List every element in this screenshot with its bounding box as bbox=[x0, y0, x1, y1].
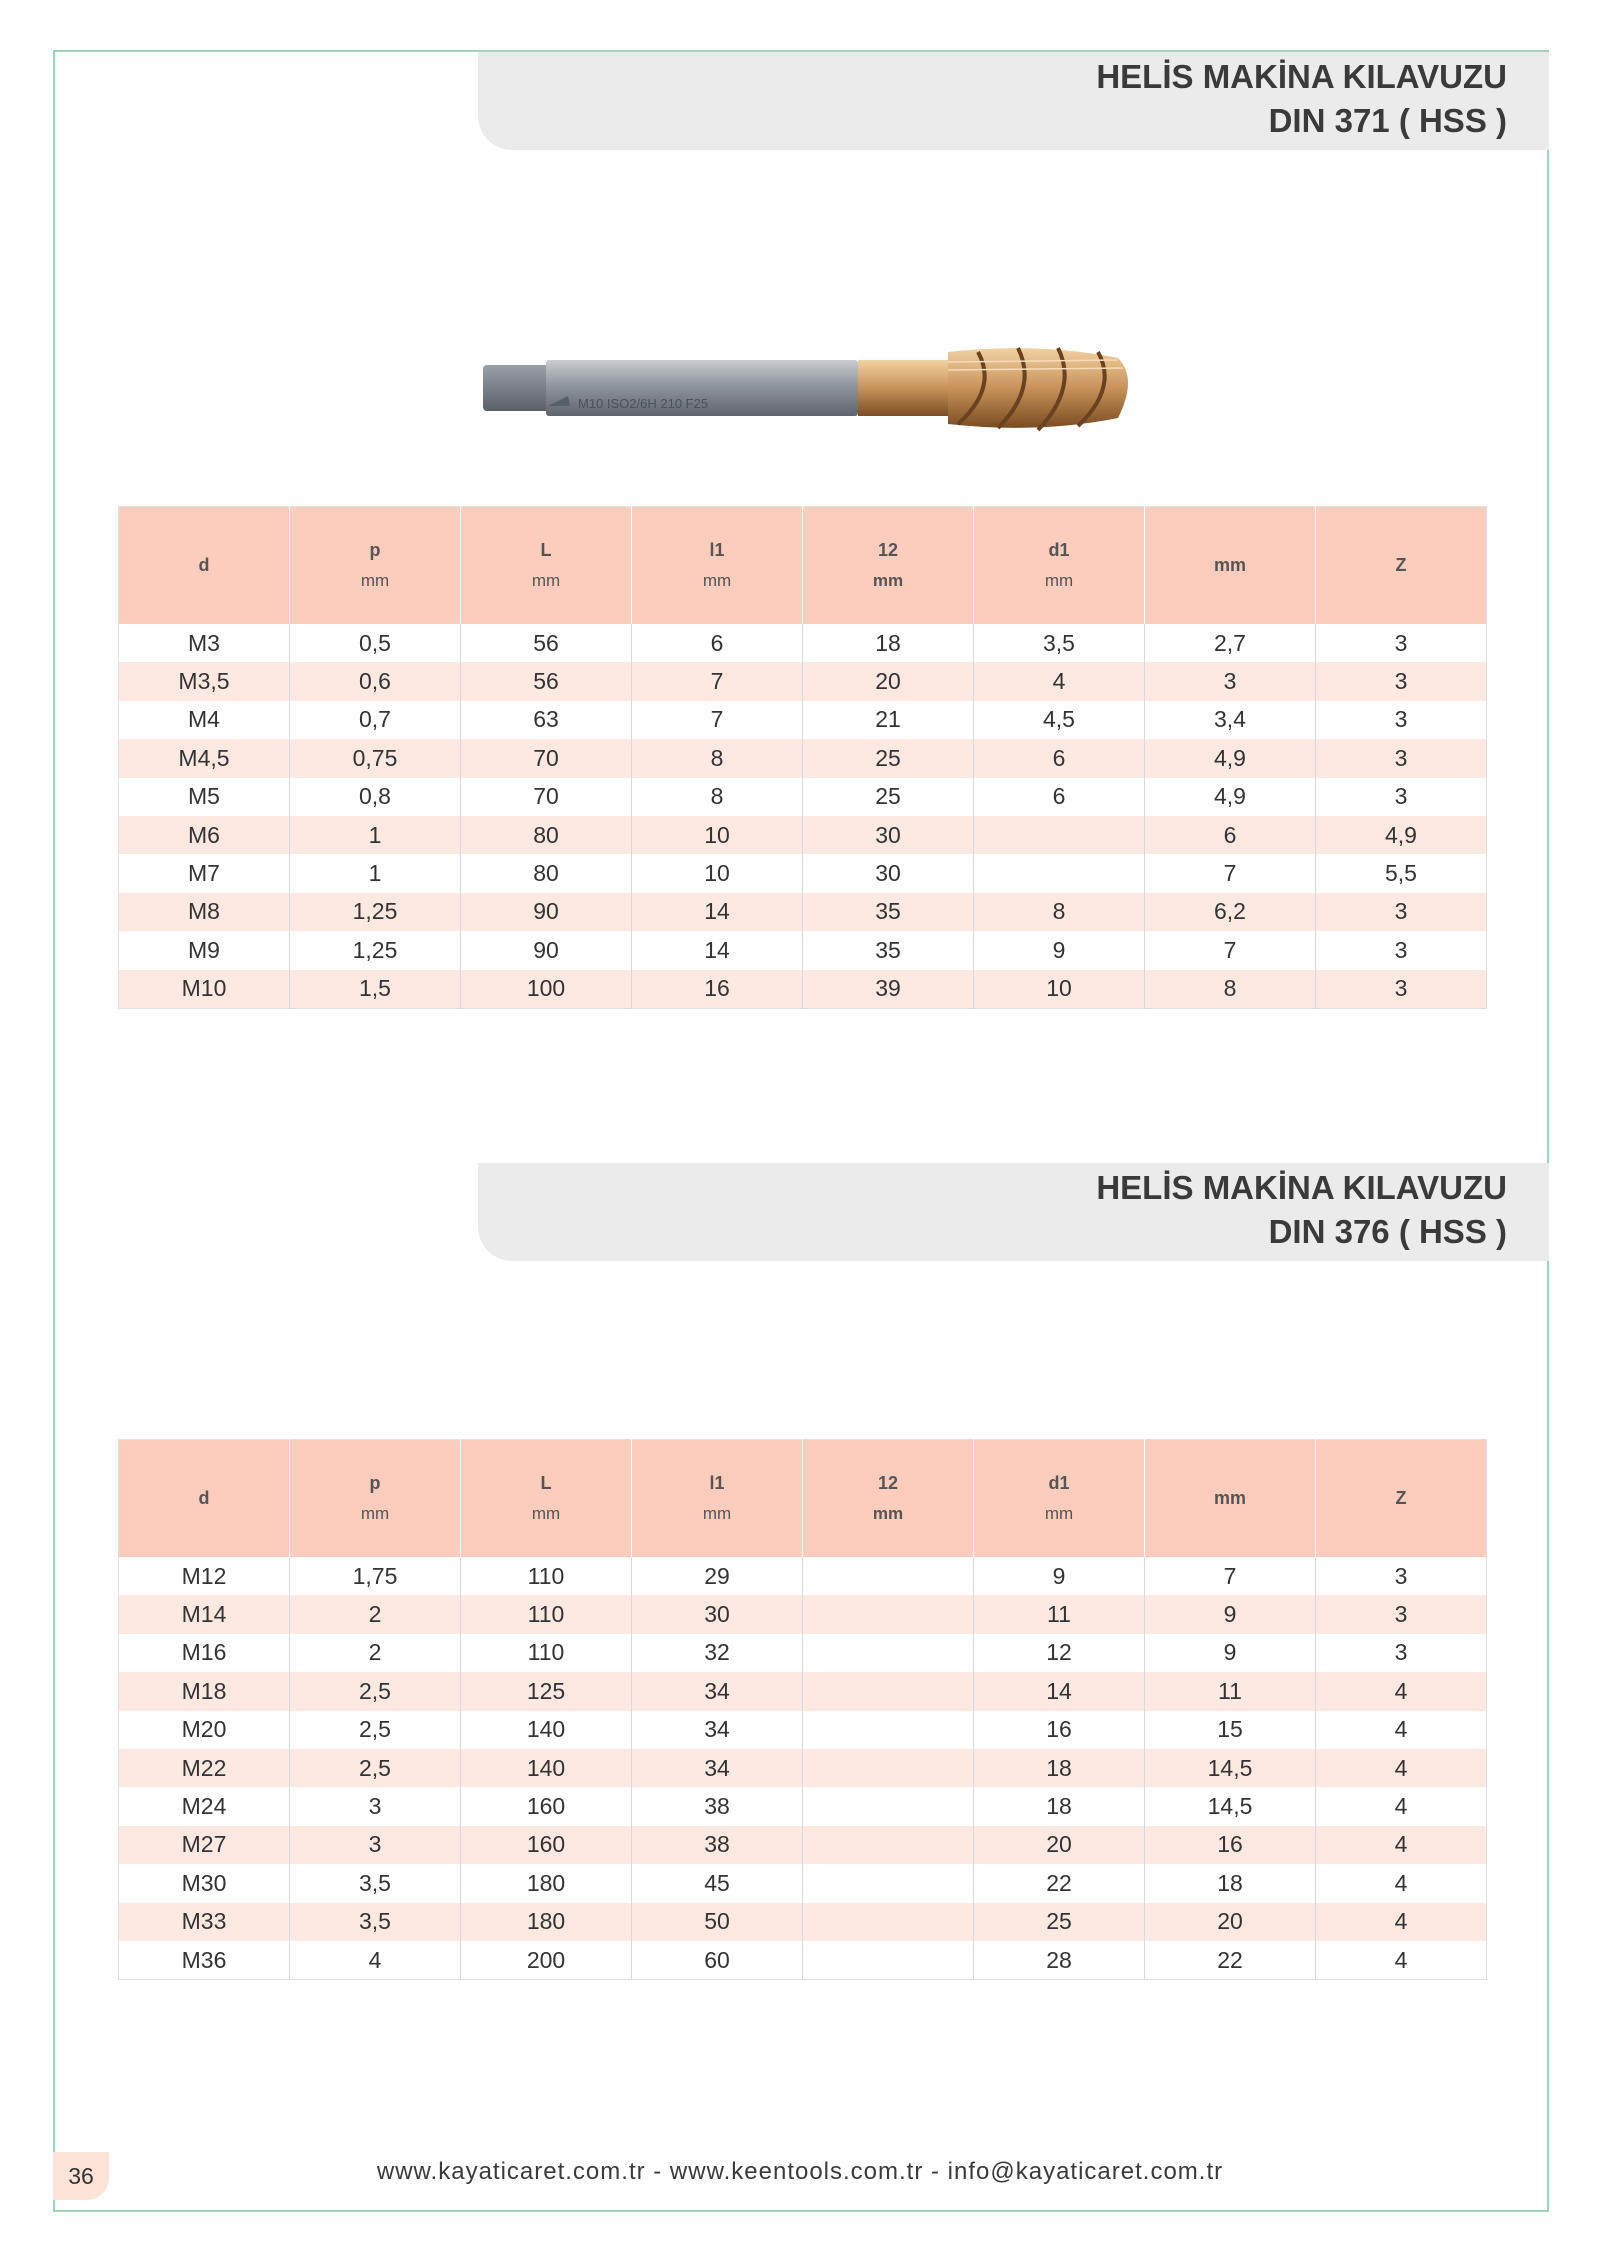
table-cell: 25 bbox=[974, 1903, 1145, 1941]
table-cell: 180 bbox=[461, 1864, 632, 1902]
table-cell: 2 bbox=[290, 1595, 461, 1633]
table-cell: 35 bbox=[803, 893, 974, 931]
table-cell: 34 bbox=[632, 1749, 803, 1787]
table-cell: 6,2 bbox=[1145, 893, 1316, 931]
table-cell: 7 bbox=[1145, 1557, 1316, 1595]
table-cell: 22 bbox=[974, 1864, 1145, 1902]
table-cell: 2,5 bbox=[290, 1711, 461, 1749]
table-row bbox=[119, 1634, 1487, 1672]
col-header-L: L mm bbox=[461, 507, 632, 625]
table-cell: 7 bbox=[632, 701, 803, 739]
table-cell: 39 bbox=[803, 970, 974, 1009]
table-cell: 3 bbox=[1316, 1595, 1487, 1633]
table-cell: 14 bbox=[974, 1672, 1145, 1710]
table-cell bbox=[803, 1711, 974, 1749]
table-cell: M14 bbox=[119, 1595, 290, 1633]
helical-tap-image bbox=[478, 338, 1128, 438]
table-row bbox=[119, 778, 1487, 816]
table-cell: M8 bbox=[119, 893, 290, 931]
table-cell: 10 bbox=[632, 816, 803, 854]
col-header-12: 12 mm bbox=[803, 1440, 974, 1558]
table-cell: 3 bbox=[290, 1826, 461, 1864]
table-cell: 32 bbox=[632, 1634, 803, 1672]
table-cell: M3,5 bbox=[119, 662, 290, 700]
table-cell: 2,5 bbox=[290, 1749, 461, 1787]
table-cell: 16 bbox=[632, 970, 803, 1009]
table-cell: 30 bbox=[803, 816, 974, 854]
table-row bbox=[119, 1595, 1487, 1633]
table-row bbox=[119, 1941, 1487, 1980]
table-cell: 1,25 bbox=[290, 931, 461, 969]
col-header-l1: l1 mm bbox=[632, 1440, 803, 1558]
table-cell: 25 bbox=[803, 778, 974, 816]
table-cell: 22 bbox=[1145, 1941, 1316, 1980]
table-cell: M5 bbox=[119, 778, 290, 816]
table-cell: 3 bbox=[1316, 662, 1487, 700]
table-cell: M3 bbox=[119, 624, 290, 662]
table-row bbox=[119, 1787, 1487, 1825]
table-row bbox=[119, 970, 1487, 1009]
table-cell: 63 bbox=[461, 701, 632, 739]
table-cell: M6 bbox=[119, 816, 290, 854]
table-cell: M20 bbox=[119, 1711, 290, 1749]
table-cell bbox=[803, 1864, 974, 1902]
table-cell: 60 bbox=[632, 1941, 803, 1980]
table-cell: 18 bbox=[974, 1749, 1145, 1787]
table-cell bbox=[803, 1595, 974, 1633]
table-cell: 18 bbox=[974, 1787, 1145, 1825]
table-cell: 110 bbox=[461, 1595, 632, 1633]
section-title: HELİS MAKİNA KILAVUZU bbox=[1096, 1169, 1507, 1206]
section-title: HELİS MAKİNA KILAVUZU bbox=[1096, 58, 1507, 95]
table-cell: 10 bbox=[632, 854, 803, 892]
table-cell: 70 bbox=[461, 778, 632, 816]
table-cell: 3 bbox=[1316, 624, 1487, 662]
col-header-p: p mm bbox=[290, 1440, 461, 1558]
table-cell: 3 bbox=[1316, 970, 1487, 1009]
col-header-z: Z bbox=[1316, 1440, 1487, 1558]
table-cell: 8 bbox=[974, 893, 1145, 931]
table-cell: 8 bbox=[632, 778, 803, 816]
section-subtitle: DIN 376 ( HSS ) bbox=[1268, 1213, 1507, 1250]
table-cell: 4 bbox=[1316, 1711, 1487, 1749]
table-cell: 6 bbox=[974, 739, 1145, 777]
table-cell: 140 bbox=[461, 1711, 632, 1749]
col-header-mm: mm bbox=[1145, 1440, 1316, 1558]
table-cell: 110 bbox=[461, 1557, 632, 1595]
table-cell: M27 bbox=[119, 1826, 290, 1864]
table-cell: 56 bbox=[461, 624, 632, 662]
table-cell: 1,25 bbox=[290, 893, 461, 931]
table-cell: M4,5 bbox=[119, 739, 290, 777]
table-cell: 4 bbox=[290, 1941, 461, 1980]
table-cell: 2,7 bbox=[1145, 624, 1316, 662]
table-cell: 1,5 bbox=[290, 970, 461, 1009]
table-cell: M24 bbox=[119, 1787, 290, 1825]
table-cell: 0,6 bbox=[290, 662, 461, 700]
table-header-row bbox=[119, 507, 1487, 625]
table-cell: M30 bbox=[119, 1864, 290, 1902]
table-cell: 30 bbox=[632, 1595, 803, 1633]
table-cell: 140 bbox=[461, 1749, 632, 1787]
table-cell: 110 bbox=[461, 1634, 632, 1672]
section-banner-din371 bbox=[478, 52, 1549, 150]
table-cell: 4 bbox=[1316, 1903, 1487, 1941]
table-cell: 3,5 bbox=[290, 1864, 461, 1902]
table-cell: 3 bbox=[1316, 893, 1487, 931]
table-cell: 70 bbox=[461, 739, 632, 777]
table-cell: 8 bbox=[1145, 970, 1316, 1009]
table-cell: 6 bbox=[1145, 816, 1316, 854]
table-cell: 25 bbox=[803, 739, 974, 777]
table-cell: 100 bbox=[461, 970, 632, 1009]
section-subtitle: DIN 371 ( HSS ) bbox=[1268, 102, 1507, 139]
table-cell: 3 bbox=[1316, 1634, 1487, 1672]
col-header-d1: d1 mm bbox=[974, 1440, 1145, 1558]
table-cell: 4 bbox=[1316, 1941, 1487, 1980]
table-cell: 180 bbox=[461, 1903, 632, 1941]
section-banner-din376 bbox=[478, 1163, 1549, 1261]
table-cell: 9 bbox=[1145, 1634, 1316, 1672]
table-cell: M10 bbox=[119, 970, 290, 1009]
col-header-12: 12 mm bbox=[803, 507, 974, 625]
table-body bbox=[119, 624, 1487, 1008]
table-cell: 3 bbox=[1316, 701, 1487, 739]
table-cell: 18 bbox=[1145, 1864, 1316, 1902]
table-cell: 3 bbox=[1316, 739, 1487, 777]
table-cell: 3 bbox=[290, 1787, 461, 1825]
table-cell: M36 bbox=[119, 1941, 290, 1980]
col-header-l1: l1 mm bbox=[632, 507, 803, 625]
table-cell: 0,7 bbox=[290, 701, 461, 739]
table-row bbox=[119, 1711, 1487, 1749]
table-cell bbox=[974, 854, 1145, 892]
table-row bbox=[119, 893, 1487, 931]
table-cell: 2,5 bbox=[290, 1672, 461, 1710]
table-cell: 8 bbox=[632, 739, 803, 777]
table-cell: 11 bbox=[1145, 1672, 1316, 1710]
table-cell: 3 bbox=[1145, 662, 1316, 700]
table-cell: 90 bbox=[461, 893, 632, 931]
col-header-L: L mm bbox=[461, 1440, 632, 1558]
table-cell: 34 bbox=[632, 1711, 803, 1749]
table-cell: 16 bbox=[1145, 1826, 1316, 1864]
table-cell: 80 bbox=[461, 816, 632, 854]
table-row bbox=[119, 854, 1487, 892]
table-cell bbox=[803, 1941, 974, 1980]
table-cell: 0,5 bbox=[290, 624, 461, 662]
table-cell bbox=[803, 1749, 974, 1787]
table-cell: 12 bbox=[974, 1634, 1145, 1672]
table-cell: 0,8 bbox=[290, 778, 461, 816]
table-cell: 4,9 bbox=[1145, 739, 1316, 777]
table-cell bbox=[803, 1826, 974, 1864]
table-cell: 4,9 bbox=[1316, 816, 1487, 854]
table-header-row bbox=[119, 1440, 1487, 1558]
col-header-mm: mm bbox=[1145, 507, 1316, 625]
table-body bbox=[119, 1557, 1487, 1980]
table-cell: 9 bbox=[974, 1557, 1145, 1595]
table-cell: 4 bbox=[1316, 1672, 1487, 1710]
table-cell bbox=[974, 816, 1145, 854]
page-number: 36 bbox=[53, 2152, 109, 2200]
table-cell: 14,5 bbox=[1145, 1787, 1316, 1825]
table-cell: 4 bbox=[974, 662, 1145, 700]
din376-spec-table bbox=[118, 1439, 1487, 1980]
table-cell: 7 bbox=[632, 662, 803, 700]
table-cell: 4 bbox=[1316, 1787, 1487, 1825]
table-cell: 2 bbox=[290, 1634, 461, 1672]
table-cell bbox=[803, 1634, 974, 1672]
table-cell: 80 bbox=[461, 854, 632, 892]
table-cell: M18 bbox=[119, 1672, 290, 1710]
table-cell: 6 bbox=[632, 624, 803, 662]
table-cell: 90 bbox=[461, 931, 632, 969]
table-cell: 160 bbox=[461, 1826, 632, 1864]
table-cell: M12 bbox=[119, 1557, 290, 1595]
table-cell: 3 bbox=[1316, 1557, 1487, 1595]
table-cell: 7 bbox=[1145, 854, 1316, 892]
table-row bbox=[119, 1557, 1487, 1595]
table-cell: M33 bbox=[119, 1903, 290, 1941]
table-cell: 50 bbox=[632, 1903, 803, 1941]
table-cell: 29 bbox=[632, 1557, 803, 1595]
table-cell: 18 bbox=[803, 624, 974, 662]
table-cell: 3,4 bbox=[1145, 701, 1316, 739]
table-cell: 21 bbox=[803, 701, 974, 739]
table-cell: 38 bbox=[632, 1787, 803, 1825]
table-cell: 3,5 bbox=[290, 1903, 461, 1941]
table-cell: M7 bbox=[119, 854, 290, 892]
table-cell bbox=[803, 1672, 974, 1710]
table-cell bbox=[803, 1903, 974, 1941]
table-row bbox=[119, 931, 1487, 969]
table-cell: 5,5 bbox=[1316, 854, 1487, 892]
table-cell: 1 bbox=[290, 854, 461, 892]
table-cell: 3,5 bbox=[974, 624, 1145, 662]
table-cell: M16 bbox=[119, 1634, 290, 1672]
col-header-d1: d1 mm bbox=[974, 507, 1145, 625]
table-cell: 200 bbox=[461, 1941, 632, 1980]
table-cell: 20 bbox=[974, 1826, 1145, 1864]
table-row bbox=[119, 1903, 1487, 1941]
table-cell: 125 bbox=[461, 1672, 632, 1710]
table-cell: 1 bbox=[290, 816, 461, 854]
table-row bbox=[119, 662, 1487, 700]
table-cell: 4 bbox=[1316, 1749, 1487, 1787]
table-cell: 4 bbox=[1316, 1826, 1487, 1864]
table-cell: 16 bbox=[974, 1711, 1145, 1749]
table-row bbox=[119, 1826, 1487, 1864]
table-row bbox=[119, 624, 1487, 662]
coated-neck bbox=[858, 360, 948, 416]
table-cell: M22 bbox=[119, 1749, 290, 1787]
table-cell: 56 bbox=[461, 662, 632, 700]
table-row bbox=[119, 816, 1487, 854]
table-cell: 14,5 bbox=[1145, 1749, 1316, 1787]
table-cell: 6 bbox=[974, 778, 1145, 816]
table-cell: 45 bbox=[632, 1864, 803, 1902]
table-row bbox=[119, 701, 1487, 739]
table-cell: 15 bbox=[1145, 1711, 1316, 1749]
din371-spec-table bbox=[118, 506, 1487, 1009]
table-cell: 4,9 bbox=[1145, 778, 1316, 816]
table-cell: 7 bbox=[1145, 931, 1316, 969]
table-cell: 9 bbox=[1145, 1595, 1316, 1633]
table-cell: 3 bbox=[1316, 931, 1487, 969]
engraving-text: M10 ISO2/6H 210 F25 bbox=[578, 396, 709, 411]
table-cell: 10 bbox=[974, 970, 1145, 1009]
col-header-d: d bbox=[119, 1440, 290, 1558]
col-header-d: d bbox=[119, 507, 290, 625]
table-row bbox=[119, 1749, 1487, 1787]
table-cell: 14 bbox=[632, 893, 803, 931]
table-cell: 35 bbox=[803, 931, 974, 969]
table-cell: 0,75 bbox=[290, 739, 461, 777]
table-cell: M4 bbox=[119, 701, 290, 739]
col-header-p: p mm bbox=[290, 507, 461, 625]
table-row bbox=[119, 1672, 1487, 1710]
table-cell: 30 bbox=[803, 854, 974, 892]
table-cell: 9 bbox=[974, 931, 1145, 969]
table-cell: 1,75 bbox=[290, 1557, 461, 1595]
table-cell: 34 bbox=[632, 1672, 803, 1710]
table-cell: 14 bbox=[632, 931, 803, 969]
table-row bbox=[119, 739, 1487, 777]
table-cell: 3 bbox=[1316, 778, 1487, 816]
table-cell: 160 bbox=[461, 1787, 632, 1825]
table-cell: 4 bbox=[1316, 1864, 1487, 1902]
table-cell: 38 bbox=[632, 1826, 803, 1864]
table-row bbox=[119, 1864, 1487, 1902]
col-header-z: Z bbox=[1316, 507, 1487, 625]
table-cell: 20 bbox=[1145, 1903, 1316, 1941]
table-cell: 20 bbox=[803, 662, 974, 700]
table-cell: 11 bbox=[974, 1595, 1145, 1633]
table-cell bbox=[803, 1557, 974, 1595]
table-cell: 4,5 bbox=[974, 701, 1145, 739]
footer-contact: www.kayaticaret.com.tr - www.keentools.com.tr - info@kayaticaret.com.tr bbox=[376, 2158, 1224, 2185]
table-cell: 28 bbox=[974, 1941, 1145, 1980]
table-cell bbox=[803, 1787, 974, 1825]
square-drive-end bbox=[483, 365, 553, 411]
table-cell: M9 bbox=[119, 931, 290, 969]
